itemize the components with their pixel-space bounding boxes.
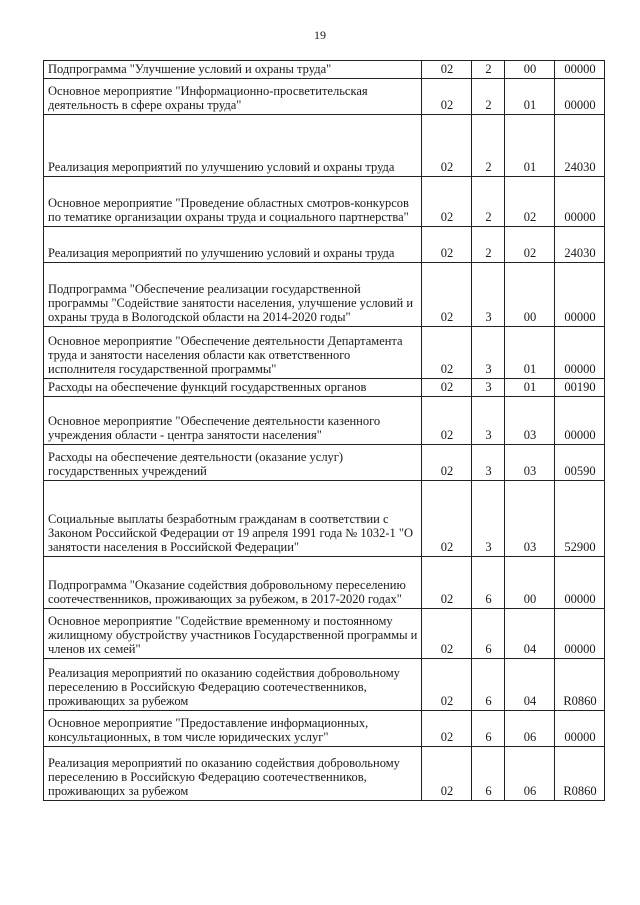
code-cell: 24030 — [555, 227, 605, 263]
page-number: 19 — [314, 28, 326, 42]
row-name: Основное мероприятие "Предоставление информационных, консультационных, в том числе юридических услуг" — [44, 711, 422, 747]
code-cell: 02 — [422, 659, 472, 711]
code-cell: 00000 — [555, 263, 605, 327]
code-cell: 00 — [505, 61, 555, 79]
code-cell: 03 — [505, 481, 555, 557]
code-cell: 00190 — [555, 379, 605, 397]
code-cell: 3 — [472, 263, 505, 327]
code-cell: 02 — [422, 379, 472, 397]
code-cell: 00000 — [555, 609, 605, 659]
table-row — [44, 659, 605, 711]
code-cell: 6 — [472, 659, 505, 711]
row-name: Расходы на обеспечение функций государственных органов — [44, 379, 422, 397]
row-name: Подпрограмма "Улучшение условий и охраны труда" — [44, 61, 422, 79]
code-cell: 02 — [422, 481, 472, 557]
table-row — [44, 177, 605, 227]
code-cell: 00000 — [555, 61, 605, 79]
code-cell: 01 — [505, 327, 555, 379]
code-cell: 06 — [505, 711, 555, 747]
code-cell: 02 — [422, 557, 472, 609]
table-row — [44, 263, 605, 327]
table-row — [44, 609, 605, 659]
code-cell: 02 — [422, 263, 472, 327]
code-cell: 02 — [505, 227, 555, 263]
code-cell: 6 — [472, 609, 505, 659]
code-cell: 02 — [505, 177, 555, 227]
code-cell: 02 — [422, 79, 472, 115]
code-cell: 00000 — [555, 711, 605, 747]
table-row — [44, 227, 605, 263]
code-cell: 06 — [505, 747, 555, 801]
code-cell: 2 — [472, 115, 505, 177]
table-row — [44, 397, 605, 445]
row-name: Социальные выплаты безработным гражданам в соответствии с Законом Российской Федерации от 19 апреля 1991 года № 1032-1 "О занятости населения в Российской Федерации" — [44, 481, 422, 557]
row-name: Реализация мероприятий по оказанию содействия добровольному переселению в Российскую Федерацию соотечественников, проживающих за рубежом — [44, 747, 422, 801]
code-cell: 02 — [422, 177, 472, 227]
code-cell: 00000 — [555, 327, 605, 379]
code-cell: 00000 — [555, 397, 605, 445]
code-cell: 3 — [472, 481, 505, 557]
table-row — [44, 747, 605, 801]
code-cell: 00 — [505, 263, 555, 327]
row-name: Основное мероприятие "Обеспечение деятельности Департамента труда и занятости населения области как ответственного исполнителя государственной программы" — [44, 327, 422, 379]
table-row — [44, 379, 605, 397]
table-row — [44, 711, 605, 747]
code-cell: 02 — [422, 609, 472, 659]
code-cell: 03 — [505, 397, 555, 445]
table-row — [44, 79, 605, 115]
code-cell: 00000 — [555, 177, 605, 227]
table-row — [44, 327, 605, 379]
row-name: Подпрограмма "Обеспечение реализации государственной программы "Содействие занятости населения, улучшение условий и охраны труда в Вологодской области на 2014-2020 годы" — [44, 263, 422, 327]
code-cell: 3 — [472, 397, 505, 445]
row-name: Реализация мероприятий по оказанию содействия добровольному переселению в Российскую Федерацию соотечественников, проживающих за рубежом — [44, 659, 422, 711]
table-row — [44, 115, 605, 177]
code-cell: 24030 — [555, 115, 605, 177]
code-cell: 00000 — [555, 79, 605, 115]
code-cell: 3 — [472, 445, 505, 481]
code-cell: 2 — [472, 61, 505, 79]
row-name: Реализация мероприятий по улучшению условий и охраны труда — [44, 115, 422, 177]
row-name: Основное мероприятие "Содействие временному и постоянному жилищному обустройству участников Государственной программы и членов их семей" — [44, 609, 422, 659]
table-row — [44, 61, 605, 79]
row-name: Подпрограмма "Оказание содействия добровольному переселению соотечественников, проживающих за рубежом, в 2017-2020 годах" — [44, 557, 422, 609]
code-cell: 02 — [422, 227, 472, 263]
code-cell: 02 — [422, 327, 472, 379]
row-name: Расходы на обеспечение деятельности (оказание услуг) государственных учреждений — [44, 445, 422, 481]
code-cell: 2 — [472, 177, 505, 227]
code-cell: 02 — [422, 445, 472, 481]
code-cell: 01 — [505, 115, 555, 177]
code-cell: 02 — [422, 747, 472, 801]
code-cell: 04 — [505, 609, 555, 659]
code-cell: 6 — [472, 557, 505, 609]
code-cell: 04 — [505, 659, 555, 711]
row-name: Основное мероприятие "Информационно-просветительская деятельность в сфере охраны труда" — [44, 79, 422, 115]
code-cell: 02 — [422, 397, 472, 445]
code-cell: 00000 — [555, 557, 605, 609]
code-cell: R0860 — [555, 659, 605, 711]
code-cell: 01 — [505, 79, 555, 115]
row-name: Реализация мероприятий по улучшению условий и охраны труда — [44, 227, 422, 263]
row-name: Основное мероприятие "Проведение областных смотров-конкурсов по тематике организации охраны труда и социального партнерства" — [44, 177, 422, 227]
code-cell: 02 — [422, 711, 472, 747]
code-cell: 2 — [472, 79, 505, 115]
code-cell: 00590 — [555, 445, 605, 481]
table-row — [44, 557, 605, 609]
code-cell: 02 — [422, 115, 472, 177]
code-cell: 6 — [472, 747, 505, 801]
code-cell: 2 — [472, 227, 505, 263]
code-cell: 6 — [472, 711, 505, 747]
code-cell: R0860 — [555, 747, 605, 801]
code-cell: 3 — [472, 327, 505, 379]
code-cell: 01 — [505, 379, 555, 397]
code-cell: 03 — [505, 445, 555, 481]
code-cell: 00 — [505, 557, 555, 609]
budget-classification-table — [43, 60, 605, 801]
table-row — [44, 481, 605, 557]
table-row — [44, 445, 605, 481]
code-cell: 52900 — [555, 481, 605, 557]
row-name: Основное мероприятие "Обеспечение деятельности казенного учреждения области - центра занятости населения" — [44, 397, 422, 445]
code-cell: 3 — [472, 379, 505, 397]
code-cell: 02 — [422, 61, 472, 79]
